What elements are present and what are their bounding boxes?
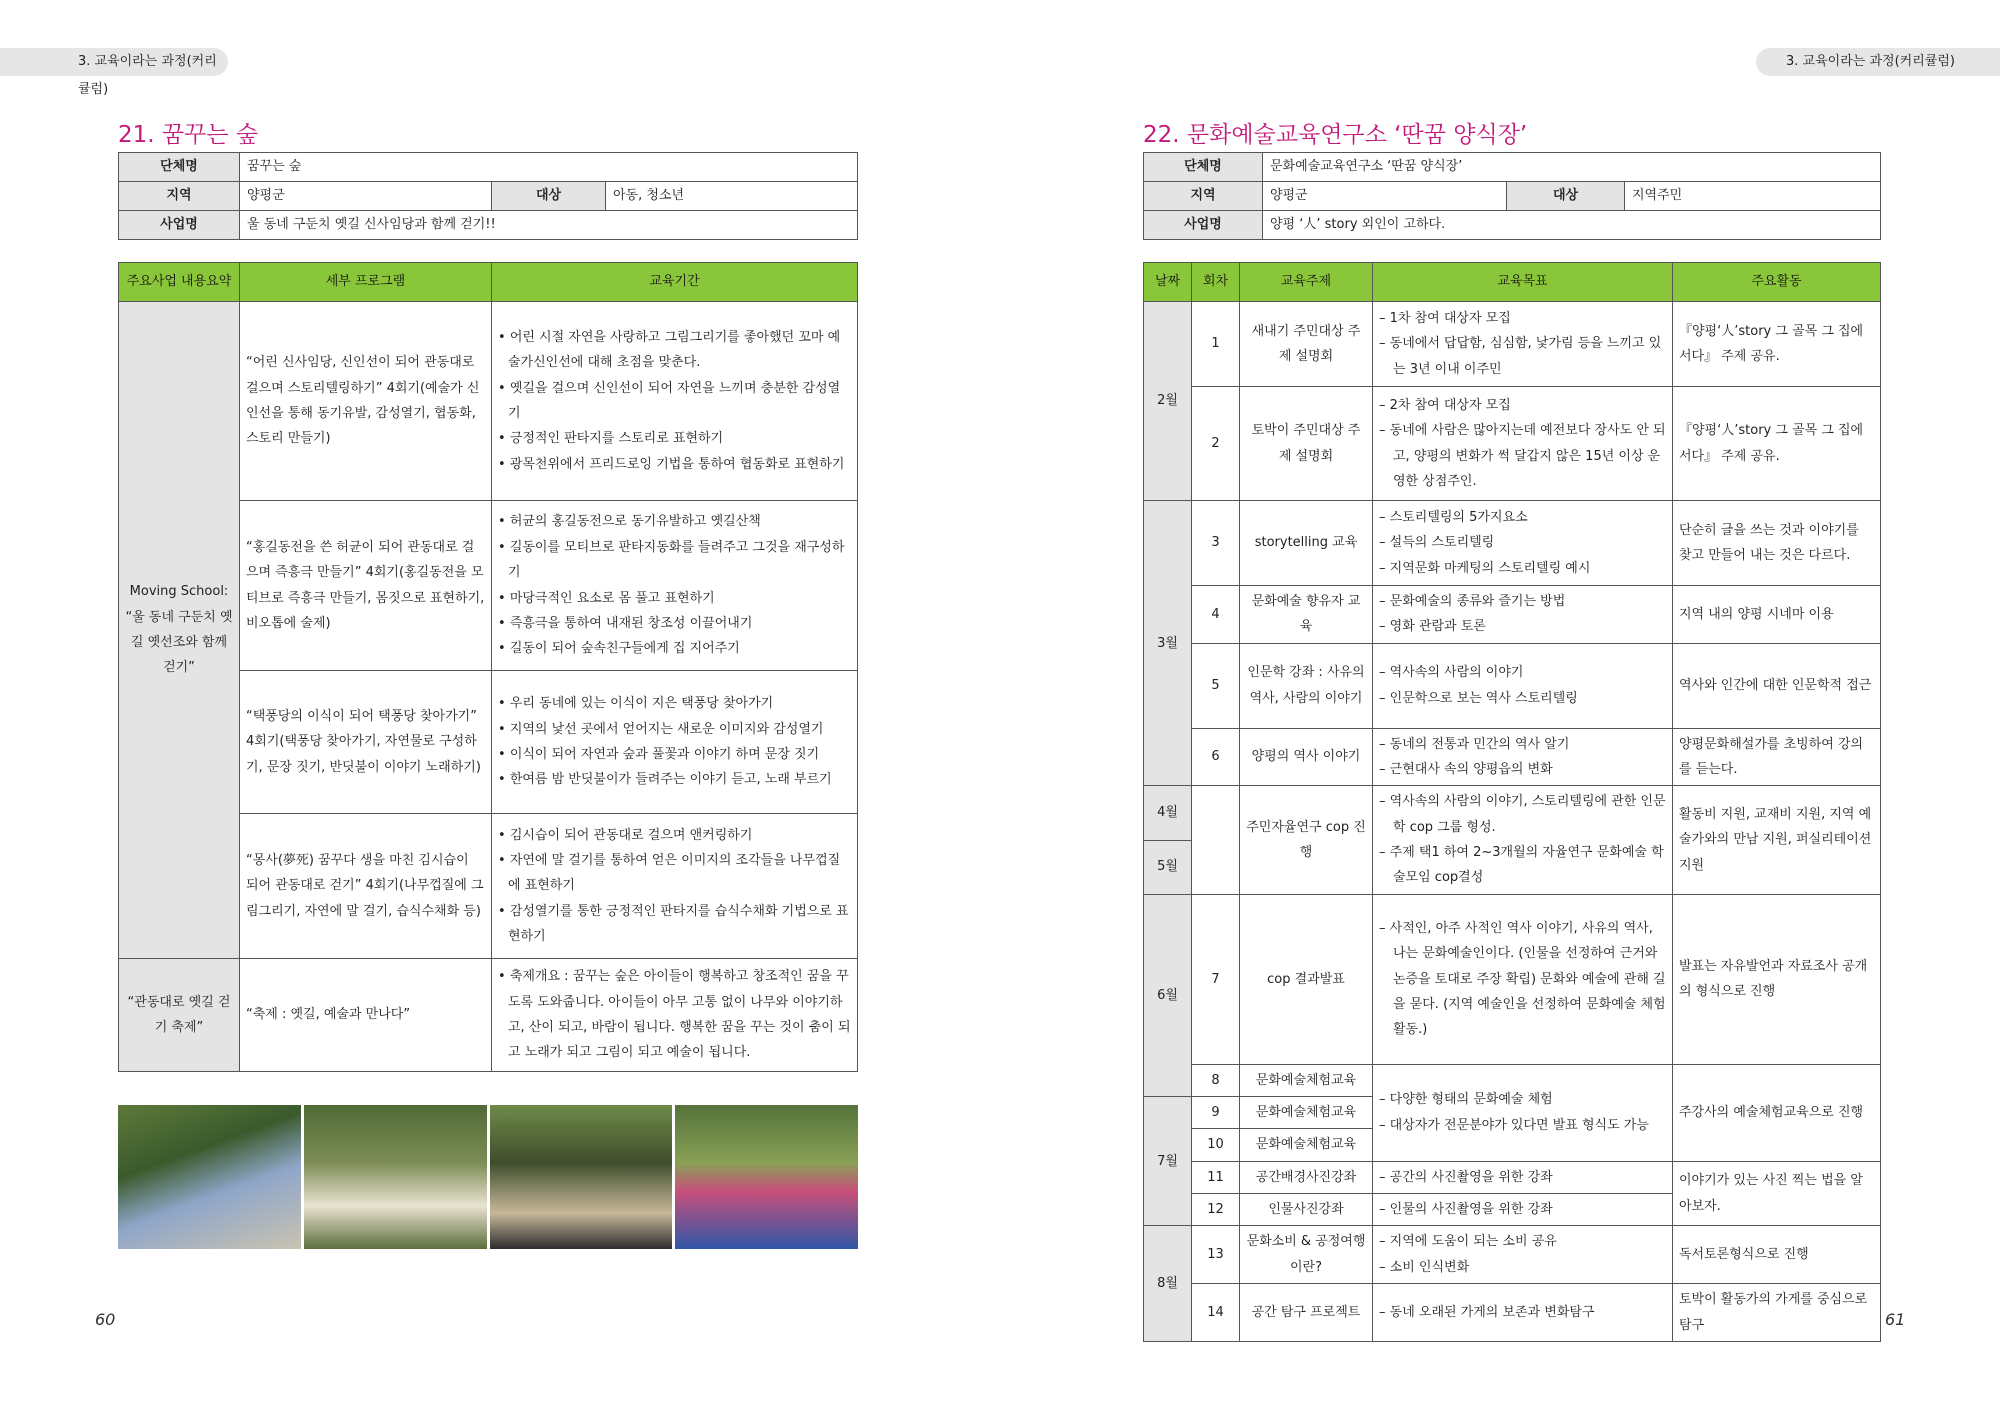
month-cell: 6월 [1144, 894, 1192, 1096]
label-target: 대상 [1507, 182, 1625, 211]
header-goal: 교육목표 [1373, 263, 1673, 302]
session-number: 12 [1192, 1194, 1240, 1226]
list-item: • 이식이 되어 자연과 숲과 풀꽃과 이야기 하며 문장 짓기 [498, 747, 820, 762]
session-number: 9 [1192, 1097, 1240, 1129]
header-topic: 교육주제 [1240, 263, 1373, 302]
list-item: – 동네 오래된 가게의 보존과 변화탐구 [1379, 1304, 1595, 1320]
topic-cell: 공간 탐구 프로젝트 [1240, 1284, 1373, 1342]
left-section-title: 21. 꿈꾸는 숲 [118, 122, 259, 148]
label-region: 지역 [119, 182, 240, 211]
session-number: 6 [1192, 728, 1240, 786]
header-date: 날짜 [1144, 263, 1192, 302]
table-row [1144, 501, 1881, 586]
photo-drawing-on-cloth [118, 1105, 301, 1249]
table-row [1144, 1284, 1881, 1342]
session-number: 13 [1192, 1226, 1240, 1284]
list-item: – 역사속의 사람의 이야기, 스토리텔링에 관한 인문학 cop 그룹 형성. [1379, 794, 1666, 835]
table-row [1144, 302, 1881, 387]
label-project: 사업명 [119, 211, 240, 240]
list-item: – 인문학으로 보는 역사 스토리텔링 [1379, 690, 1578, 706]
program-cell: “어린 신사임당, 신인선이 되어 관동대로 걸으며 스토리텔링하기” 4회기(예술가 신인선을 통해 동기유발, 감성열기, 협동화, 스토리 만들기) [240, 302, 492, 501]
goal-cell [1373, 302, 1673, 387]
table-row [119, 302, 858, 501]
goal-cell [1373, 786, 1673, 894]
session-number: 5 [1192, 643, 1240, 728]
program-cell: “축제 : 옛길, 예술과 만나다” [240, 959, 492, 1072]
topic-cell: 새내기 주민대상 주제 설명회 [1240, 302, 1373, 387]
activity-cell: 『양평‘人’story 그 골목 그 집에 서다』 주제 공유. [1673, 302, 1881, 387]
region: 양평군 [240, 182, 492, 211]
list-item: • 김시습이 되어 관동대로 걸으며 앤커링하기 [498, 827, 753, 843]
list-item: – 문화예술의 종류와 즐기는 방법 [1379, 594, 1566, 609]
list-item: • 감성열기를 통한 긍정적인 판타지를 습식수채화 기법으로 표현하기 [498, 903, 849, 945]
period-cell [492, 671, 858, 814]
header-session: 회차 [1192, 263, 1240, 302]
activity-cell: 주강사의 예술체험교육으로 진행 [1673, 1064, 1881, 1161]
activity-cell: 독서토론형식으로 진행 [1673, 1226, 1881, 1284]
topic-cell: 문화소비 & 공정여행이란? [1240, 1226, 1373, 1284]
goal-cell [1373, 501, 1673, 586]
list-item: – 스토리텔링의 5가지요소 [1379, 509, 1528, 525]
list-item: – 대상자가 전문분야가 있다면 발표 형식도 가능 [1379, 1117, 1649, 1133]
session-number: 4 [1192, 586, 1240, 644]
period-cell [492, 959, 858, 1072]
program-cell: “택풍당의 이식이 되어 택풍당 찾아가기” 4회기(택풍당 찾아가기, 자연물로 구성하기, 문장 짓기, 반딧불이 이야기 노래하기) [240, 671, 492, 814]
period-cell [492, 302, 858, 501]
list-item: – 동네에서 답답함, 심심함, 낯가림 등을 느끼고 있는 3년 이내 이주민 [1379, 336, 1662, 377]
list-item: • 마당극적인 요소로 몸 풀고 표현하기 [498, 590, 715, 606]
header-period: 교육기간 [492, 263, 858, 302]
list-item: • 축제개요 : 꿈꾸는 숲은 아이들이 행복하고 창조적인 꿈을 꾸도록 도와줍니다. 아이들이 아무 고통 없이 나무와 이야기하고, 산이 되고, 바람이 됩니다. 행복한 꿈을 꾸는 것이 춤이 되고 노래가 되고 그림이 되고 예술이 됩니다. [498, 969, 851, 1061]
session-number: 7 [1192, 894, 1240, 1064]
table-row [1144, 643, 1881, 728]
region: 양평군 [1263, 182, 1507, 211]
activity-cell: 발표는 자유발언과 자료조사 공개의 형식으로 진행 [1673, 894, 1881, 1064]
right-schedule-table [1143, 262, 1881, 1342]
summary-cell: Moving School: “울 동네 구둔치 옛길 옛선조와 함께 걷기” [119, 302, 240, 959]
photo-drum-playing [490, 1105, 673, 1249]
org-name: 꿈꾸는 숲 [240, 153, 858, 182]
activity-cell: 『양평‘人’story 그 골목 그 집에 서다』 주제 공유. [1673, 387, 1881, 501]
chapter-tab-left: 3. 교육이라는 과정(커리큘럼) [0, 48, 228, 76]
right-section-title: 22. 문화예술교육연구소 ‘딴꿈 양식장’ [1143, 122, 1528, 148]
goal-cell [1373, 387, 1673, 501]
goal-cell [1373, 1064, 1673, 1161]
list-item: • 어린 시절 자연을 사랑하고 그림그리기를 좋아했던 꼬마 예술가신인선에 대해 초점을 맞춘다. [498, 329, 841, 371]
session-number: 1 [1192, 302, 1240, 387]
month-cell: 8월 [1144, 1226, 1192, 1341]
session-number: 8 [1192, 1064, 1240, 1096]
program-cell: “홍길동전을 쓴 허균이 되어 관동대로 걸으며 즉흥극 만들기” 4회기(홍길동전을 모티브로 즉흥극 만들기, 몸짓으로 표현하기, 비오톱에 술제) [240, 501, 492, 671]
list-item: • 허균의 홍길동전으로 동기유발하고 옛길산책 [498, 514, 761, 530]
table-row [119, 959, 858, 1072]
list-item: – 다양한 형태의 문화예술 체험 [1379, 1092, 1553, 1108]
topic-cell: 문화예술 향유자 교육 [1240, 586, 1373, 644]
topic-cell: 문화예술체험교육 [1240, 1129, 1373, 1161]
org-name: 문화예술교육연구소 ‘딴꿈 양식장’ [1263, 153, 1881, 182]
goal-cell [1373, 643, 1673, 728]
list-item: • 옛길을 걸으며 신인선이 되어 자연을 느끼며 충분한 감성열기 [498, 380, 841, 421]
table-row [1144, 894, 1881, 1064]
list-item: – 사적인, 아주 사적인 역사 이야기, 사유의 역사, 나는 문화예술인이다. (인물을 선정하여 근거와 논증을 토대로 주장 확립) 문화와 예술에 관해 길을 묻다. (지역 예술인을 선정하여 문화예술 체험 활동.) [1379, 920, 1666, 1038]
label-project: 사업명 [1144, 211, 1263, 240]
goal-cell [1373, 1194, 1673, 1226]
table-row [1144, 786, 1881, 840]
goal-cell [1373, 1284, 1673, 1342]
topic-cell: 주민자율연구 cop 진행 [1240, 786, 1373, 894]
table-row [1144, 586, 1881, 644]
month-cell: 3월 [1144, 501, 1192, 786]
label-org: 단체명 [1144, 153, 1263, 182]
goal-cell [1373, 1161, 1673, 1193]
table-row [1144, 1064, 1881, 1096]
label-target: 대상 [492, 182, 606, 211]
period-cell [492, 814, 858, 959]
session-number: 14 [1192, 1284, 1240, 1342]
topic-cell: cop 결과발표 [1240, 894, 1373, 1064]
chapter-tab-right: 3. 교육이라는 과정(커리큘럼) [1756, 48, 2000, 76]
left-program-table [118, 262, 858, 1072]
activity-cell: 지역 내의 양평 시네마 이용 [1673, 586, 1881, 644]
goal-cell [1373, 1226, 1673, 1284]
session-number: 3 [1192, 501, 1240, 586]
list-item: • 광목천위에서 프리드로잉 기법을 통하여 협동화로 표현하기 [498, 456, 845, 472]
list-item: – 동네의 전통과 민간의 역사 알기 [1379, 736, 1570, 752]
activity-cell: 역사와 인간에 대한 인문학적 접근 [1673, 643, 1881, 728]
topic-cell: 양평의 역사 이야기 [1240, 728, 1373, 786]
table-row [1144, 387, 1881, 501]
page-number-right: 61 [1885, 1310, 1906, 1329]
goal-cell [1373, 894, 1673, 1064]
list-item: • 한여름 밤 반딧불이가 들려주는 이야기 듣고, 노래 부르기 [498, 772, 832, 788]
topic-cell: 공간배경사진강좌 [1240, 1161, 1373, 1193]
list-item: – 주제 택1 하여 2~3개월의 자율연구 문화예술 학술모임 cop결성 [1379, 845, 1664, 886]
topic-cell: 인문학 강좌 : 사유의 역사, 사람의 이야기 [1240, 643, 1373, 728]
list-item: – 역사속의 사람의 이야기 [1379, 665, 1524, 681]
list-item: – 지역에 도움이 되는 소비 공유 [1379, 1234, 1557, 1250]
goal-cell [1373, 586, 1673, 644]
label-org: 단체명 [119, 153, 240, 182]
activity-cell: 이야기가 있는 사진 찍는 법을 알아보자. [1673, 1161, 1881, 1226]
list-item: – 인물의 사진촬영을 위한 강좌 [1379, 1202, 1553, 1218]
month-cell: 4월 [1144, 786, 1192, 840]
activity-cell: 토박이 활동가의 가게를 중심으로 탐구 [1673, 1284, 1881, 1342]
list-item: – 2차 참여 대상자 모집 [1379, 397, 1511, 413]
list-item: – 소비 인식변화 [1379, 1259, 1470, 1275]
table-row [1144, 1161, 1881, 1193]
list-item: – 지역문화 마케팅의 스토리텔링 예시 [1379, 560, 1591, 576]
header-summary: 주요사업 내용요약 [119, 263, 240, 302]
header-program: 세부 프로그램 [240, 263, 492, 302]
list-item: • 자연에 말 걸기를 통하여 얻은 이미지의 조각들을 나무껍질에 표현하기 [498, 852, 841, 894]
table-row [1144, 728, 1881, 786]
photo-tent-in-woods [675, 1105, 858, 1249]
topic-cell: 문화예술체험교육 [1240, 1064, 1373, 1096]
list-item: – 공간의 사진촬영을 위한 강좌 [1379, 1169, 1553, 1185]
list-item: – 동네에 사람은 많아지는데 예전보다 장사도 안 되고, 양평의 변화가 썩 달갑지 않은 15년 이상 운영한 상점주인. [1379, 423, 1666, 489]
list-item: – 설득의 스토리텔링 [1379, 535, 1495, 551]
list-item: – 1차 참여 대상자 모집 [1379, 310, 1511, 326]
program-cell: “몽사(夢死) 꿈꾸다 생을 마친 김시습이 되어 관동대로 걷기” 4회기(나무껍질에 그림그리기, 자연에 말 걸기, 습식수채화 등) [240, 814, 492, 959]
list-item: – 근현대사 속의 양평읍의 변화 [1379, 762, 1553, 778]
list-item: • 지역의 낯선 곳에서 얻어지는 새로운 이미지와 감성열기 [498, 721, 824, 737]
summary-cell: “관동대로 옛길 걷기 축제” [119, 959, 240, 1072]
topic-cell: 토박이 주민대상 주제 설명회 [1240, 387, 1373, 501]
month-cell: 5월 [1144, 840, 1192, 894]
page-number-left: 60 [95, 1310, 116, 1329]
list-item: • 길동이 되어 숲속친구들에게 집 지어주기 [498, 641, 740, 657]
list-item: – 영화 관람과 토론 [1379, 619, 1486, 635]
list-item: • 즉흥극을 통하여 내재된 창조성 이끌어내기 [498, 615, 753, 631]
activity-cell: 활동비 지원, 교재비 지원, 지역 예술가와의 만남 지원, 퍼실리테이션 지원 [1673, 786, 1881, 894]
topic-cell: storytelling 교육 [1240, 501, 1373, 586]
label-region: 지역 [1144, 182, 1263, 211]
table-row [1144, 1226, 1881, 1284]
left-info-table [118, 152, 858, 240]
session-number: 11 [1192, 1161, 1240, 1193]
session-number: 10 [1192, 1129, 1240, 1161]
photo-strip [118, 1105, 858, 1249]
period-cell [492, 501, 858, 671]
activity-cell: 단순히 글을 쓰는 것과 이야기를 찾고 만들어 내는 것은 다르다. [1673, 501, 1881, 586]
header-activity: 주요활동 [1673, 263, 1881, 302]
month-cell: 7월 [1144, 1097, 1192, 1226]
target: 아동, 청소년 [606, 182, 858, 211]
list-item: • 긍정적인 판타지를 스토리로 표현하기 [498, 431, 724, 447]
topic-cell: 인물사진강좌 [1240, 1194, 1373, 1226]
session-number: 2 [1192, 387, 1240, 501]
list-item: • 길동이를 모티브로 판타지동화를 들려주고 그것을 재구성하기 [498, 539, 845, 581]
project-name: 울 동네 구둔치 옛길 신사임당과 함께 걷기!! [240, 211, 858, 240]
activity-cell: 양평문화해설가를 초빙하여 강의를 듣는다. [1673, 728, 1881, 786]
session-number [1192, 786, 1240, 894]
photo-children-in-forest [304, 1105, 487, 1249]
month-cell: 2월 [1144, 302, 1192, 501]
topic-cell: 문화예술체험교육 [1240, 1097, 1373, 1129]
goal-cell [1373, 728, 1673, 786]
list-item: • 우리 동네에 있는 이식이 지은 택풍당 찾아가기 [498, 696, 774, 712]
project-name: 양평 ‘人’ story 외인이 고하다. [1263, 211, 1881, 240]
target: 지역주민 [1625, 182, 1881, 211]
right-info-table [1143, 152, 1881, 240]
